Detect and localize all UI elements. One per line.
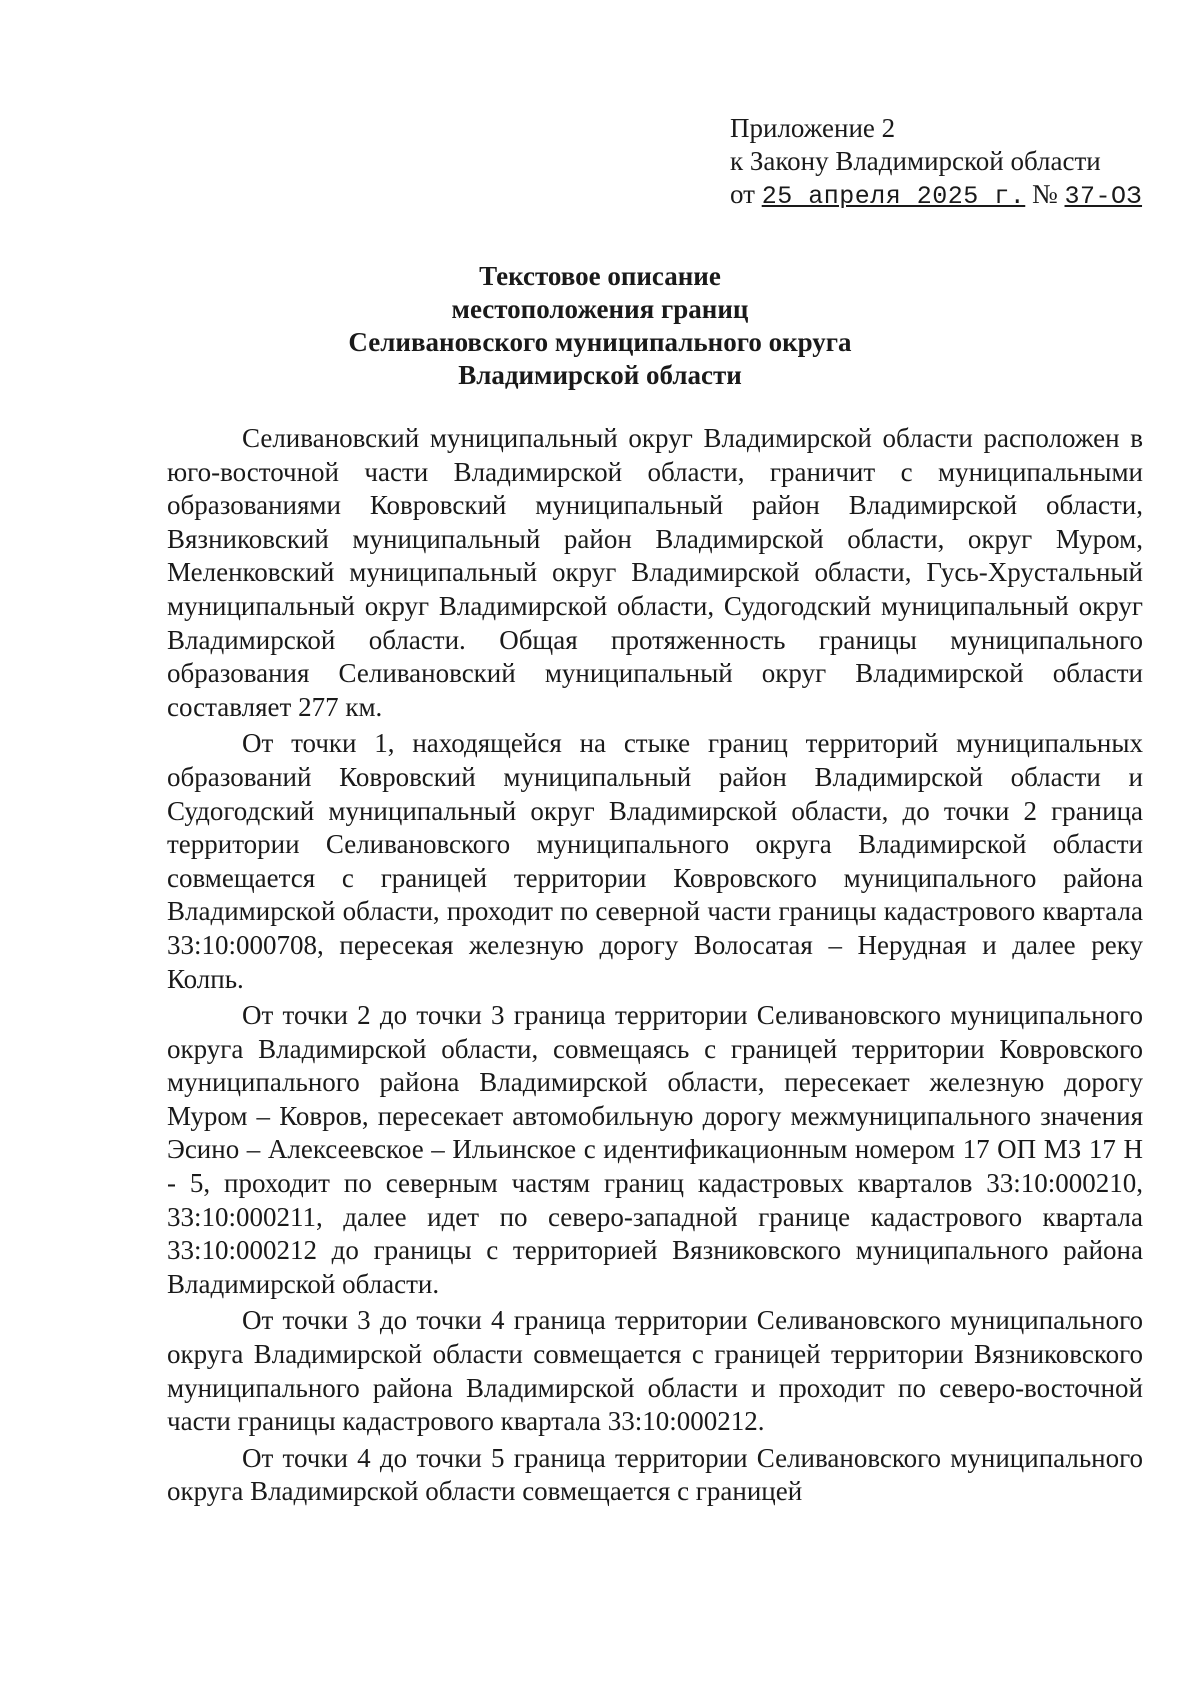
appendix-line-3 bbox=[730, 178, 1150, 213]
title-line-2: местоположения границ bbox=[451, 294, 749, 324]
appendix-line-2: к Закону Владимирской области bbox=[730, 146, 1101, 176]
paragraph: От точки 4 до точки 5 граница территории Селивановского муниципального округа Владимирской области совмещается с границей bbox=[167, 1442, 1143, 1507]
appendix-line-1: Приложение 2 bbox=[730, 113, 896, 143]
paragraph: От точки 1, находящейся на стыке границ территорий муниципальных образований Ковровский муниципальный район Владимирской области и Судогодский муниципальный округ Владимирской области, до точки 2 граница территории Селивановского муниципального округа Владимирской области совмещается с границей территории Ковровского муниципального района Владимирской области, проходит по северной части границы кадастрового квартала 33:10:000708, пересекая железную дорогу Волосатая – Нерудная и далее реку Колпь. bbox=[167, 728, 1143, 994]
paragraph: От точки 3 до точки 4 граница территории Селивановского муниципального округа Владимирской области совмещается с границей территории Вязниковского муниципального района Владимирской области и проходит по северо-восточной части границы кадастрового квартала 33:10:000212. bbox=[167, 1305, 1143, 1437]
title-line-1: Текстовое описание bbox=[479, 261, 721, 291]
document-body bbox=[167, 422, 1143, 1512]
law-number: 37-ОЗ bbox=[1064, 182, 1143, 211]
title-line-3: Селивановского муниципального округа bbox=[348, 327, 852, 357]
date-prefix: от bbox=[730, 179, 762, 209]
document-title bbox=[150, 260, 1050, 392]
paragraph: От точки 2 до точки 3 граница территории Селивановского муниципального округа Владимирской области, совмещаясь с границей территории Ковровского муниципального района Владимирской области, пересекает железную дорогу Муром – Ковров, пересекает автомобильную дорогу межмуниципального значения Эсино – Алексеевское – Ильинское с идентификационным номером 17 ОП МЗ 17 Н - 5, проходит по северным частям границ кадастровых кварталов 33:10:000210, 33:10:000211, далее идет по северо-западной границе кадастрового квартала 33:10:000212 до границы с территорией Вязниковского муниципального района Владимирской области. bbox=[167, 1000, 1143, 1299]
paragraph: Селивановский муниципальный округ Владимирской области расположен в юго-восточной части Владимирской области, граничит с муниципальными образованиями Ковровский муниципальный район Владимирской области, Вязниковский муниципальный район Владимирской области, округ Муром, Меленковский муниципальный округ Владимирской области, Гусь-Хрустальный муниципальный округ Владимирской области, Судогодский муниципальный округ Владимирской области. Общая протяженность границы муниципального образования Селивановский муниципальный округ Владимирской области составляет 277 км. bbox=[167, 423, 1143, 722]
title-line-4: Владимирской области bbox=[458, 360, 742, 390]
law-date: 25 апреля 2025 г. bbox=[761, 182, 1026, 211]
appendix-header bbox=[730, 112, 1150, 213]
number-prefix: № bbox=[1025, 179, 1065, 209]
